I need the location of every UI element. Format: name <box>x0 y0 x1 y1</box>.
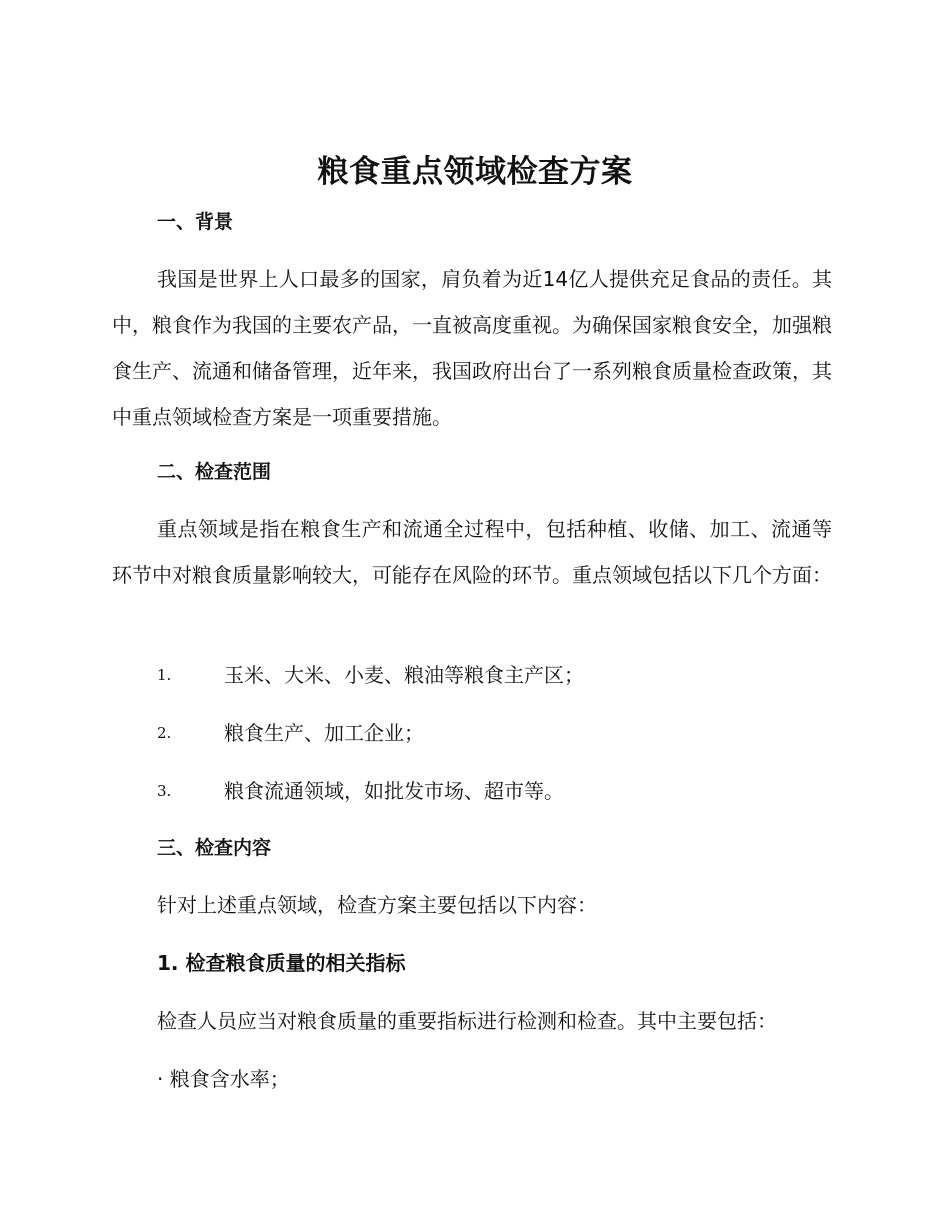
document-title: 粮食重点领域检查方案 <box>317 154 633 190</box>
list-number: 2. <box>157 724 172 742</box>
list-text: 粮食生产、加工企业； <box>224 721 424 745</box>
list-number: 1. <box>157 666 172 684</box>
list-item <box>157 718 837 748</box>
list-text: 玉米、大米、小麦、粮油等粮食主产区； <box>224 663 584 687</box>
section-heading-scope: 二、检查范围 <box>157 461 272 483</box>
list-item <box>157 776 837 806</box>
list-number: 3. <box>157 782 172 800</box>
paragraph-scope: 重点领域是指在粮食生产和流通全过程中，包括种植、收储、加工、流通等环节中对粮食质量影响较大，可能存在风险的环节。重点领域包括以下几个方面： <box>112 517 832 587</box>
list-item <box>157 660 837 690</box>
section-heading-content: 三、检查内容 <box>157 837 272 859</box>
paragraph-background: 我国是世界上人口最多的国家，肩负着为近14亿人提供充足食品的责任。其中，粮食作为我国的主要农产品，一直被高度重视。为确保国家粮食安全，加强粮食生产、流通和储备管理，近年来，我国政府出台了一系列粮食质量检查政策，其中重点领域检查方案是一项重要措施。 <box>112 267 832 429</box>
paragraph-content-intro: 针对上述重点领域，检查方案主要包括以下内容： <box>157 893 597 917</box>
subsection-heading-quality-indicators: 1. 检查粮食质量的相关指标 <box>157 951 406 975</box>
paragraph-quality-indicators: 检查人员应当对粮食质量的重要指标进行检测和检查。其中主要包括： <box>157 1009 777 1033</box>
section-heading-background: 一、背景 <box>157 211 234 233</box>
list-text: 粮食流通领域，如批发市场、超市等。 <box>224 779 564 803</box>
bullet-item: · 粮食含水率； <box>157 1067 290 1091</box>
